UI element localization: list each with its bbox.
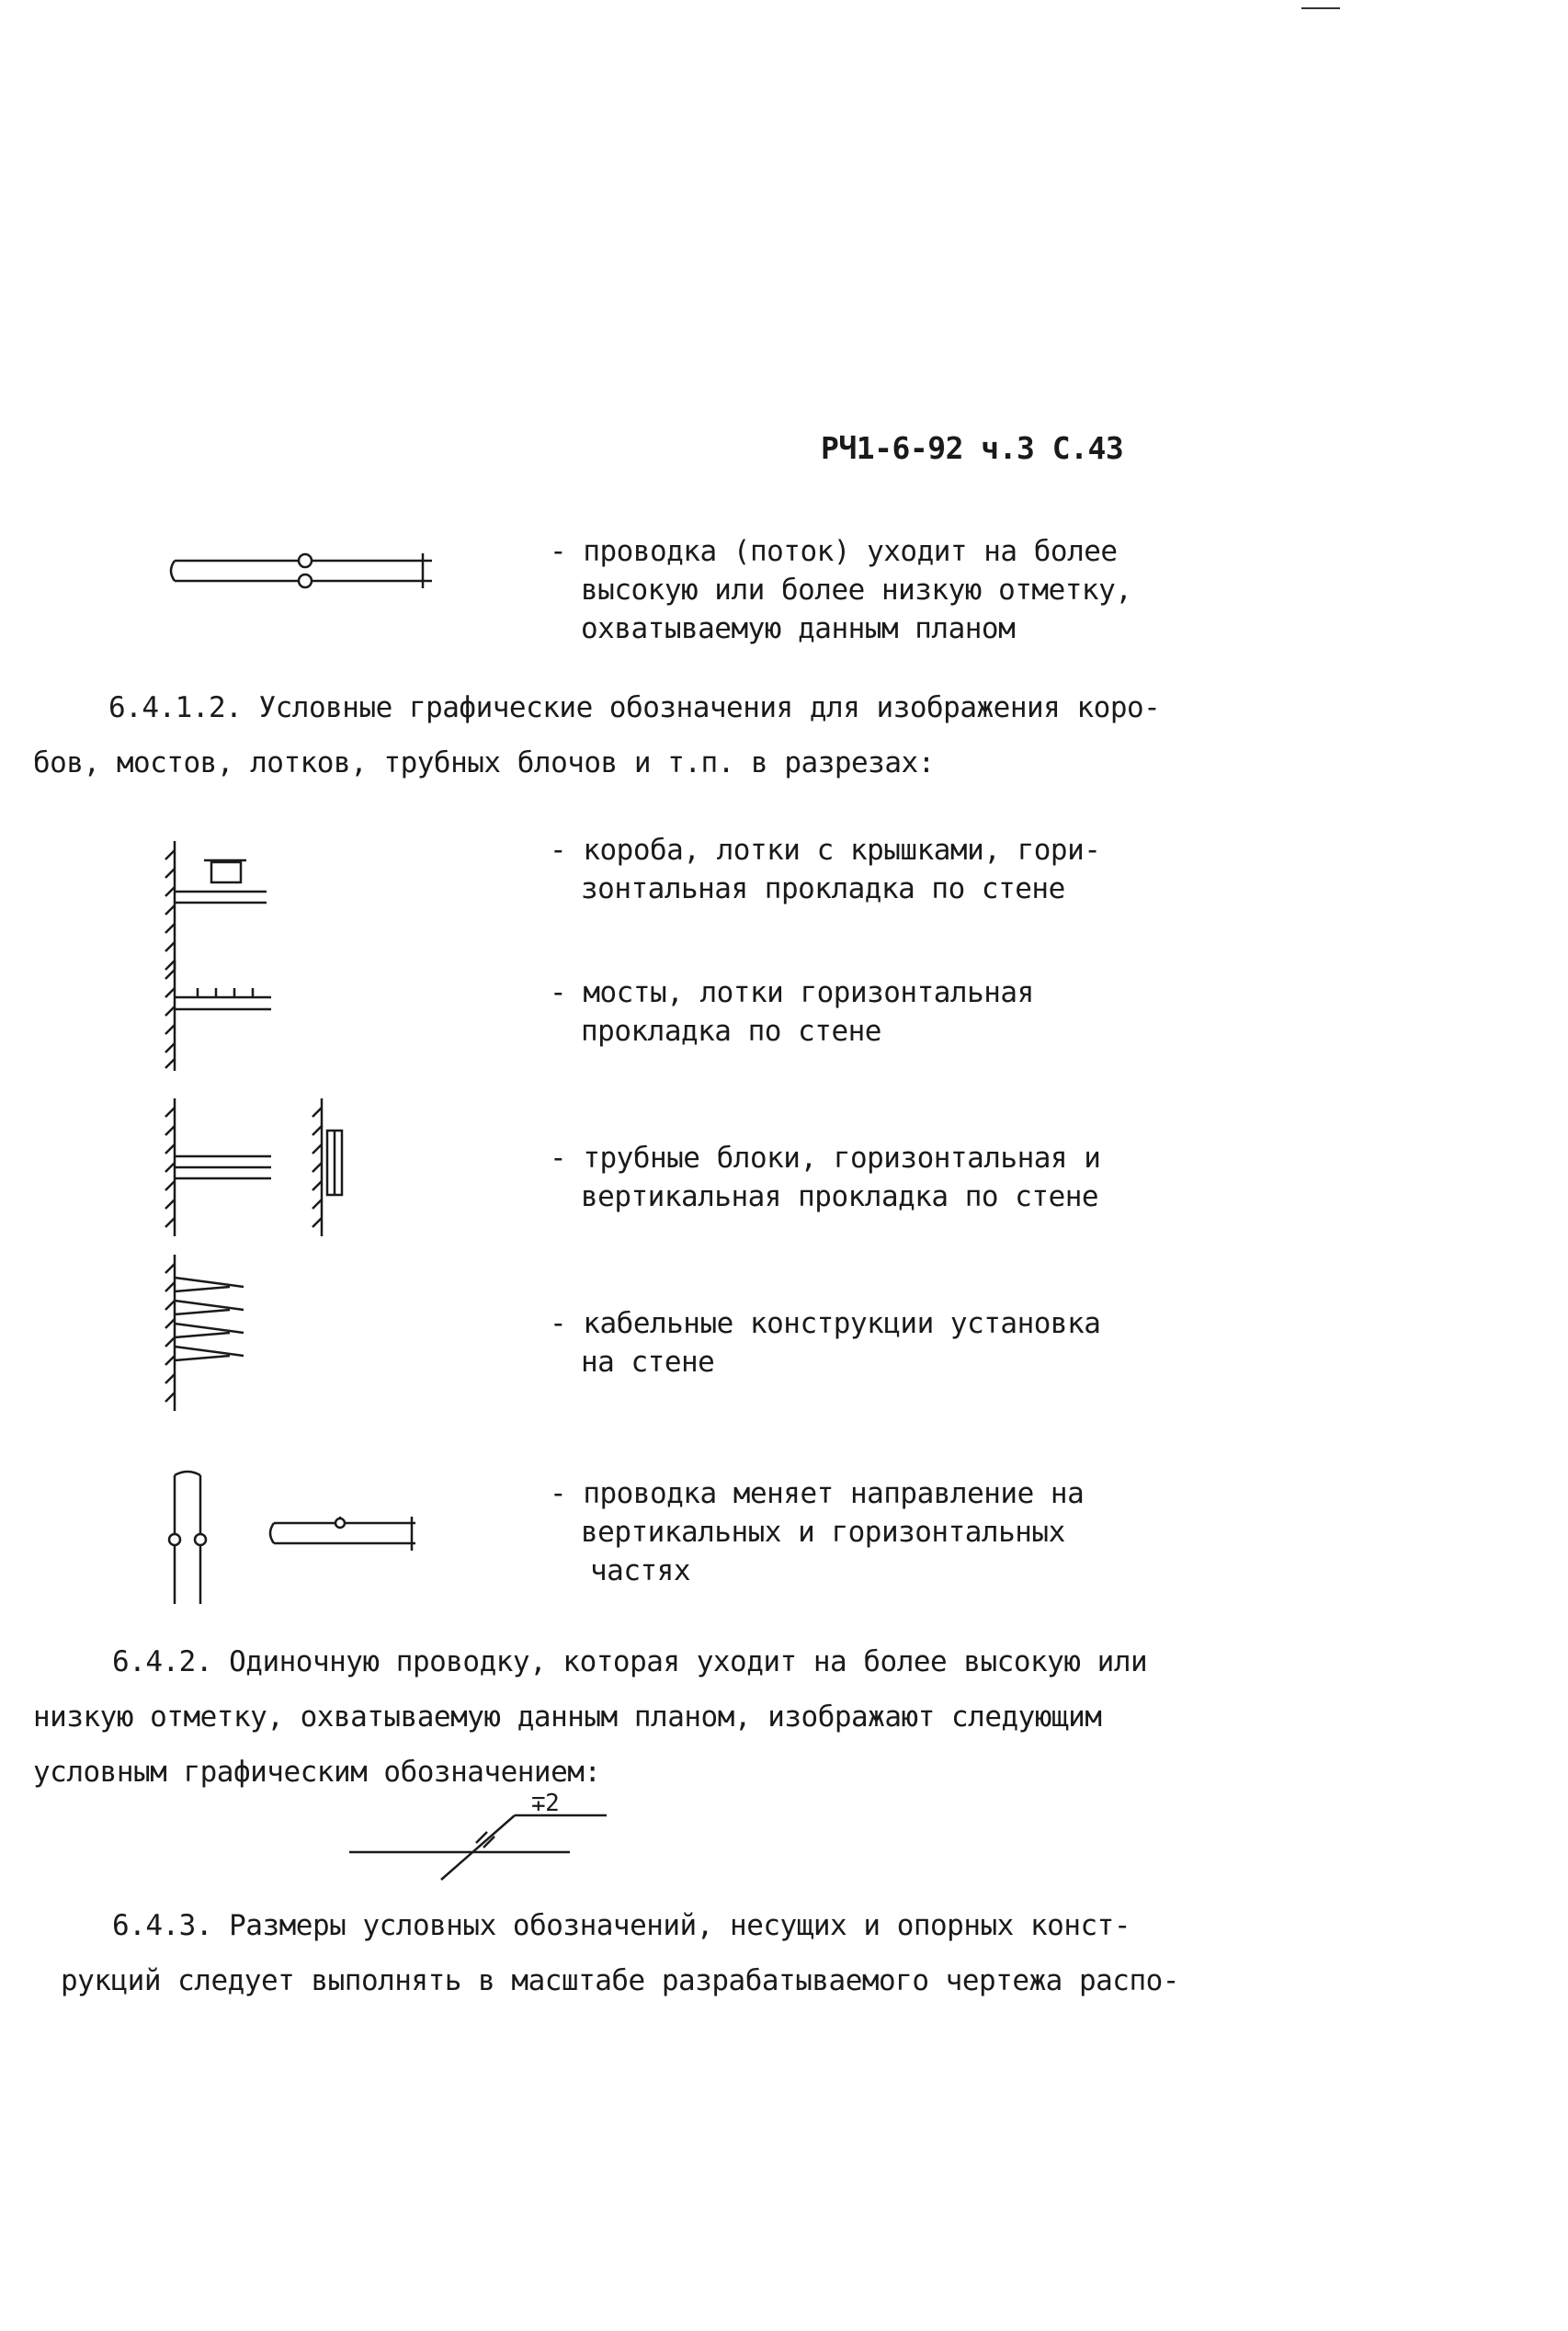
figure-cable-structures xyxy=(156,1250,294,1416)
section-642-line-2: низкую отметку, охватываемую данным планом, изображают следующим xyxy=(33,1700,1102,1734)
section-643-line-1: 6.4.3. Размеры условных обозначений, несущих и опорных конст- xyxy=(112,1909,1131,1942)
figure-direction-change xyxy=(156,1466,432,1613)
figure-tube-blocks xyxy=(156,1094,377,1241)
figure-flow-level-change xyxy=(165,542,441,597)
symbol4-line-2: на стене xyxy=(581,1346,715,1379)
section-6412-line-2: бов, мостов, лотков, трубных блочов и т.п. в разрезах: xyxy=(33,746,935,779)
symbol2-line-1: - мосты, лотки горизонтальная xyxy=(550,976,1034,1009)
section-643-line-2: рукций следует выполнять в масштабе разрабатываемого чертежа распо- xyxy=(61,1964,1179,1997)
symbol1-line-1: - короба, лотки с крышками, гори- xyxy=(550,834,1101,867)
figure-boxes-with-lids xyxy=(156,836,294,974)
section-642-line-3: условным графическим обозначением: xyxy=(33,1756,601,1789)
symbol2-line-2: прокладка по стене xyxy=(581,1015,881,1048)
item1-line-2: высокую или более низкую отметку, xyxy=(581,574,1132,607)
item1-line-3: охватываемую данным планом xyxy=(581,612,1016,645)
symbol5-line-2: вертикальных и горизонтальных xyxy=(581,1516,1065,1549)
symbol4-line-1: - кабельные конструкции установка xyxy=(550,1307,1101,1340)
section-6412-line-1: 6.4.1.2. Условные графические обозначения для изображения коро- xyxy=(108,691,1161,724)
single-wiring-mark-label: ∓2 xyxy=(531,1790,560,1817)
item1-line-1: - проводка (поток) уходит на более xyxy=(550,535,1118,568)
symbol3-line-1: - трубные блоки, горизонтальная и xyxy=(550,1142,1101,1175)
symbol3-line-2: вертикальная прокладка по стене xyxy=(581,1180,1099,1213)
symbol1-line-2: зонтальная прокладка по стене xyxy=(581,872,1065,905)
section-642-line-1: 6.4.2. Одиночную проводку, которая уходит на более высокую или xyxy=(112,1645,1148,1678)
figure-bridges-trays xyxy=(156,956,294,1075)
symbol5-line-1: - проводка меняет направление на xyxy=(550,1477,1085,1510)
top-edge-mark xyxy=(1301,7,1340,9)
page-header-code: РЧ1-6-92 ч.3 С.43 xyxy=(821,430,1124,466)
symbol5-line-3: частях xyxy=(590,1554,690,1587)
figure-single-wiring-mark xyxy=(340,1792,616,1893)
